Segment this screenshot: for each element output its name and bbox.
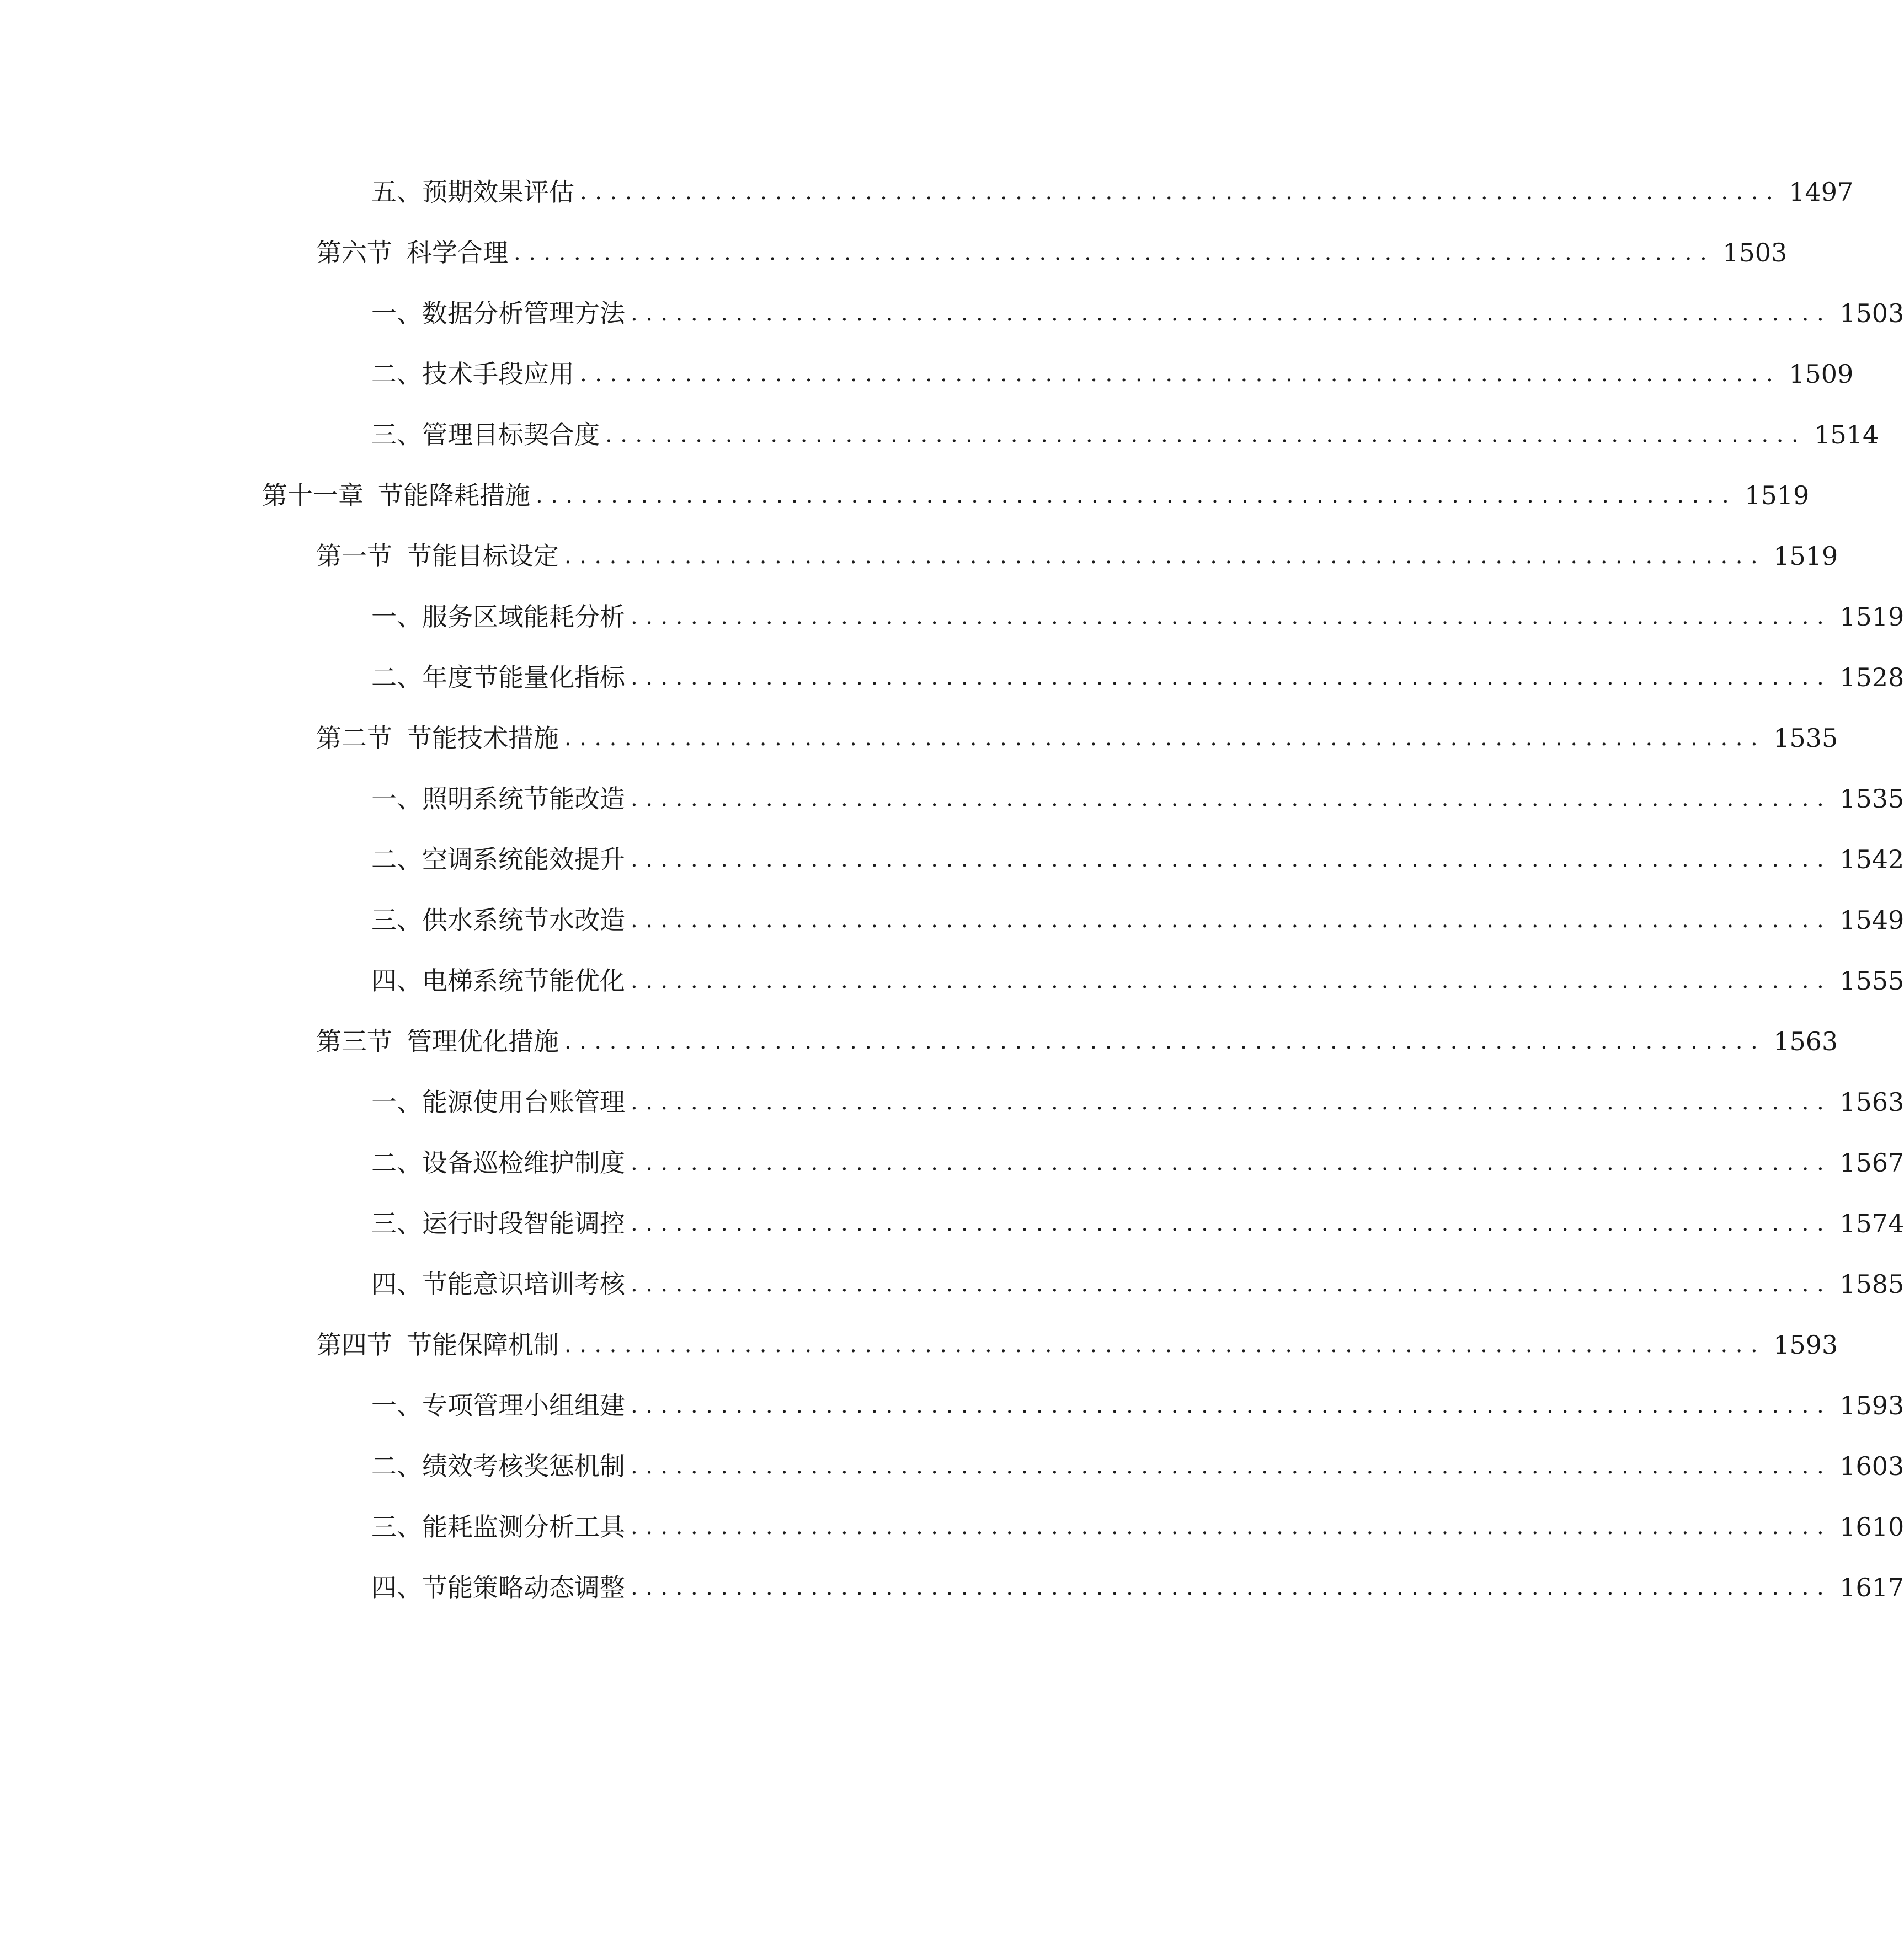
toc-entry[interactable]	[0, 1314, 1838, 1375]
toc-entry-number: 四、	[371, 966, 422, 996]
toc-entry-page-number: 1563	[1839, 1087, 1904, 1117]
toc-entry[interactable]	[0, 647, 1904, 708]
toc-entry[interactable]	[0, 1072, 1904, 1132]
toc-entry[interactable]	[0, 404, 1879, 465]
toc-entry-page-number: 1519	[1773, 541, 1838, 571]
toc-entry-number: 第三节	[316, 1027, 392, 1056]
toc-entry[interactable]	[0, 222, 1788, 283]
toc-entry-title: 服务区域能耗分析	[422, 602, 625, 632]
dot-leader: ................................................................................	[631, 1575, 1832, 1600]
toc-entry-number: 三、	[371, 905, 422, 935]
dot-leader: ................................................................................	[564, 543, 1766, 569]
toc-entry-number: 五、	[371, 177, 422, 207]
toc-entry-title: 科学合理	[407, 238, 508, 268]
toc-entry-title: 技术手段应用	[422, 359, 574, 389]
dot-leader: ................................................................................	[631, 1453, 1832, 1479]
toc-entry-title: 专项管理小组组建	[422, 1391, 625, 1420]
toc-entry-page-number: 1574	[1839, 1209, 1904, 1238]
toc-entry-title: 年度节能量化指标	[422, 662, 625, 692]
toc-entry-title: 能耗监测分析工具	[422, 1512, 625, 1542]
toc-entry-page-number: 1593	[1839, 1391, 1904, 1420]
toc-entry-page-number: 1603	[1839, 1451, 1904, 1481]
toc-entry-number: 一、	[371, 298, 422, 328]
dot-leader: ................................................................................	[631, 1211, 1832, 1236]
toc-entry-number: 一、	[371, 1087, 422, 1117]
toc-entry-page-number: 1567	[1839, 1148, 1904, 1178]
toc-entry-page-number: 1585	[1839, 1269, 1904, 1299]
toc-entry[interactable]	[0, 344, 1854, 404]
toc-entry-page-number: 1519	[1839, 602, 1904, 632]
toc-entry[interactable]	[0, 768, 1904, 829]
toc-entry-title: 节能策略动态调整	[422, 1573, 625, 1602]
toc-entry[interactable]	[0, 890, 1904, 950]
toc-entry[interactable]	[0, 465, 1810, 526]
toc-entry-title: 设备巡检维护制度	[422, 1148, 625, 1178]
dot-leader: ................................................................................	[580, 361, 1782, 387]
toc-entry-title: 照明系统节能改造	[422, 784, 625, 814]
dot-leader: ................................................................................	[514, 240, 1715, 265]
dot-leader: ................................................................................	[564, 1332, 1766, 1357]
toc-entry-number: 四、	[371, 1269, 422, 1299]
dot-leader: ................................................................................	[580, 179, 1782, 205]
dot-leader: ................................................................................	[631, 1393, 1832, 1418]
dot-leader: ................................................................................	[605, 422, 1807, 447]
toc-entry-title: 绩效考核奖惩机制	[422, 1451, 625, 1481]
toc-entry-title: 能源使用台账管理	[422, 1087, 625, 1117]
toc-entry-number: 三、	[371, 1512, 422, 1542]
toc-entry[interactable]	[0, 1375, 1904, 1436]
toc-entry-title: 空调系统能效提升	[422, 844, 625, 874]
toc-entry-page-number: 1610	[1839, 1512, 1904, 1542]
toc-entry-title: 节能意识培训考核	[422, 1269, 625, 1299]
toc-entry-page-number: 1549	[1839, 905, 1904, 935]
dot-leader: ................................................................................	[631, 847, 1832, 872]
toc-entry-page-number: 1542	[1839, 844, 1904, 874]
toc-entry-page-number: 1519	[1745, 480, 1810, 510]
toc-entry-page-number: 1563	[1773, 1027, 1838, 1056]
toc-entry-number: 二、	[371, 1148, 422, 1178]
toc-entry-number: 第一节	[316, 541, 392, 571]
toc-entry-page-number: 1555	[1839, 966, 1904, 996]
toc-entry-number: 二、	[371, 359, 422, 389]
toc-entry-number: 二、	[371, 662, 422, 692]
toc-entry-number: 第六节	[316, 238, 392, 268]
dot-leader: ................................................................................	[631, 907, 1832, 933]
dot-leader: ................................................................................	[631, 1271, 1832, 1297]
toc-entry-title: 运行时段智能调控	[422, 1209, 625, 1238]
toc-entry-page-number: 1503	[1839, 298, 1904, 328]
dot-leader: ................................................................................	[631, 1514, 1832, 1540]
toc-entry-number: 一、	[371, 784, 422, 814]
toc-entry[interactable]	[0, 162, 1854, 222]
toc-entry[interactable]	[0, 1193, 1904, 1254]
toc-entry[interactable]	[0, 1011, 1838, 1072]
dot-leader: ................................................................................	[564, 1029, 1766, 1054]
toc-entry[interactable]	[0, 829, 1904, 890]
toc-entry-title: 数据分析管理方法	[422, 298, 625, 328]
dot-leader: ................................................................................	[631, 604, 1832, 629]
toc-entry-number: 四、	[371, 1573, 422, 1602]
toc-entry-page-number: 1509	[1789, 359, 1854, 389]
toc-entry-title: 节能目标设定	[407, 541, 559, 571]
toc-entry[interactable]	[0, 1132, 1904, 1193]
toc-entry-number: 三、	[371, 1209, 422, 1238]
dot-leader: ................................................................................	[631, 968, 1832, 993]
dot-leader: ................................................................................	[631, 786, 1832, 811]
toc-entry[interactable]	[0, 1557, 1904, 1618]
toc-entry-page-number: 1497	[1789, 177, 1854, 207]
toc-entry-title: 节能降耗措施	[378, 480, 530, 510]
toc-entry-page-number: 1535	[1773, 723, 1838, 753]
toc-entry[interactable]	[0, 1254, 1904, 1314]
toc-entry-title: 预期效果评估	[422, 177, 574, 207]
toc-entry-title: 电梯系统节能优化	[422, 966, 625, 996]
toc-entry-page-number: 1535	[1839, 784, 1904, 814]
toc-entry-page-number: 1617	[1839, 1573, 1904, 1602]
toc-entry-number: 第十一章	[262, 480, 364, 510]
toc-entry[interactable]	[0, 950, 1904, 1011]
toc-entry-number: 二、	[371, 844, 422, 874]
toc-entry-number: 一、	[371, 602, 422, 632]
toc-entry-page-number: 1593	[1773, 1330, 1838, 1360]
toc-entry[interactable]	[0, 708, 1838, 768]
toc-entry-page-number: 1528	[1839, 662, 1904, 692]
dot-leader: ................................................................................	[564, 725, 1766, 751]
toc-entry[interactable]	[0, 1436, 1904, 1496]
toc-entry-number: 第二节	[316, 723, 392, 753]
toc-entry[interactable]	[0, 526, 1838, 586]
toc-entry-title: 管理优化措施	[407, 1027, 559, 1056]
table-of-contents	[0, 162, 1904, 1618]
toc-entry-page-number: 1503	[1722, 238, 1788, 268]
toc-entry-number: 二、	[371, 1451, 422, 1481]
toc-entry-number: 三、	[371, 420, 422, 450]
dot-leader: ................................................................................	[536, 483, 1737, 508]
toc-entry-title: 节能保障机制	[407, 1330, 559, 1360]
toc-entry-number: 一、	[371, 1391, 422, 1420]
dot-leader: ................................................................................	[631, 1089, 1832, 1115]
toc-entry[interactable]	[0, 283, 1904, 344]
toc-entry[interactable]	[0, 586, 1904, 647]
dot-leader: ................................................................................	[631, 301, 1832, 326]
toc-entry-number: 第四节	[316, 1330, 392, 1360]
toc-entry-title: 节能技术措施	[407, 723, 559, 753]
dot-leader: ................................................................................	[631, 1150, 1832, 1175]
toc-entry-page-number: 1514	[1814, 420, 1879, 450]
dot-leader: ................................................................................	[631, 665, 1832, 690]
toc-entry-title: 供水系统节水改造	[422, 905, 625, 935]
toc-entry-title: 管理目标契合度	[422, 420, 600, 450]
toc-entry[interactable]	[0, 1496, 1904, 1557]
